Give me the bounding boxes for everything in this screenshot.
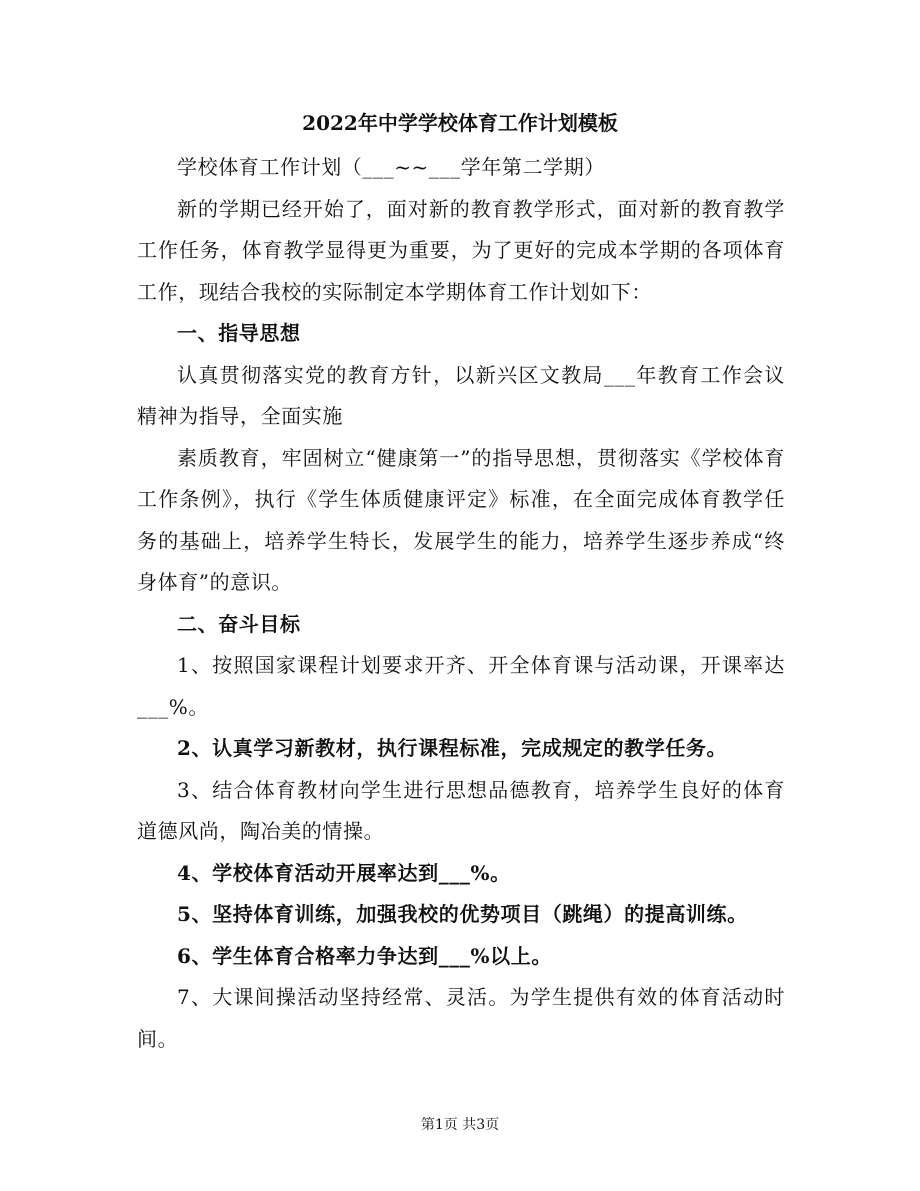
page-number-footer: 第1页 共3页 xyxy=(420,1117,500,1133)
document-body xyxy=(137,147,785,1060)
goal-item-3: 3、结合体育教材向学生进行思想品德教育，培养学生良好的体育道德风尚，陶冶美的情操。 xyxy=(137,777,785,843)
goal-item-4: 4、学校体育活动开展率达到___%。 xyxy=(177,860,511,885)
goal-item-1: 1、按照国家课程计划要求开齐、开全体育课与活动课，开课率达___%。 xyxy=(137,653,785,719)
guiding-thought-paragraph-1: 认真贯彻落实党的教育方针，以新兴区文教局___年教育工作会议精神为指导，全面实施 xyxy=(137,362,785,428)
goal-item-2: 2、认真学习新教材，执行课程标准，完成规定的教学任务。 xyxy=(177,736,728,760)
goal-item-6: 6、学生体育合格率力争达到___%以上。 xyxy=(177,943,552,968)
plan-subtitle: 学校体育工作计划（___~~___学年第二学期） xyxy=(177,155,605,179)
intro-paragraph: 新的学期已经开始了，面对新的教育教学形式，面对新的教育教学工作任务，体育教学显得更为重要，为了更好的完成本学期的各项体育工作，现结合我校的实际制定本学期体育工作计划如下： xyxy=(137,196,785,304)
goal-item-5: 5、坚持体育训练，加强我校的优势项目（跳绳）的提高训练。 xyxy=(177,902,748,926)
section-heading-goals: 二、奋斗目标 xyxy=(177,611,301,636)
guiding-thought-paragraph-2: 素质教育，牢固树立“健康第一”的指导思想，贯彻落实《学校体育工作条例》，执行《学生体质健康评定》标准，在全面完成体育教学任务的基础上，培养学生特长，发展学生的能力，培养学生逐步养成“终身体育”的意识。 xyxy=(137,445,785,594)
section-heading-guiding-thought: 一、指导思想 xyxy=(177,321,301,345)
document-title: 2022年中学学校体育工作计划模板 xyxy=(302,111,618,135)
goal-item-7: 7、大课间操活动坚持经常、灵活。为学生提供有效的体育活动时间。 xyxy=(137,985,785,1051)
